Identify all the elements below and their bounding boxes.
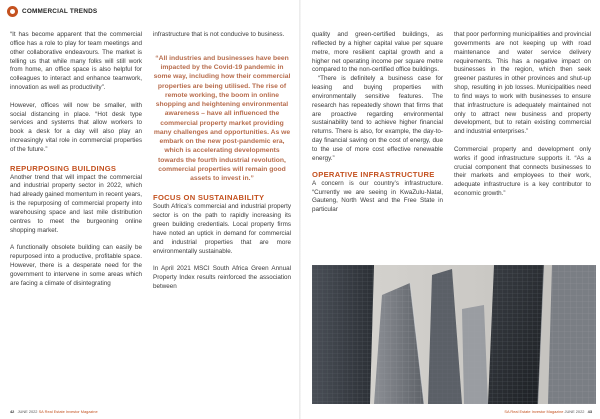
section-tag: [7, 6, 97, 17]
column-1: [10, 31, 142, 288]
paragraph: South Africa’s commercial and industrial property sector is on the path to rapidly increasing its green building credentials. Local property firms have noted an uptick in demand for commercial and industrial properties that are more environmentally sustainable.: [153, 203, 291, 255]
paragraph: Commercial property and development only works if good infrastructure supports it. “As a crucial component that connects businesses to their markets and employees to their work, adequate infrastructure is a key contributor to economic growth.”: [454, 145, 591, 198]
publication-name: SA Real Estate Investor Magazine: [504, 409, 564, 414]
column-3: [312, 31, 443, 215]
section-heading: FOCUS ON SUSTAINABILITY: [153, 193, 265, 203]
footer-right: [504, 409, 592, 414]
circle-bullet-icon: [7, 6, 18, 17]
section-heading: OPERATIVE INFRASTRUCTURE: [312, 169, 435, 179]
skyscrapers-illustration: [312, 265, 596, 404]
footer-left: [10, 409, 98, 414]
issue-date: JUNE 2022: [564, 409, 585, 414]
column-2: [153, 31, 291, 292]
page-number: 43: [587, 409, 592, 414]
paragraph: quality and green-certified buildings, as reflected by a higher capital value per square metre, more resilient capital growth and a higher net operating income per square metre compared to the non-certified office buildings.: [312, 31, 443, 74]
section-heading: REPURPOSING BUILDINGS: [10, 163, 117, 173]
page-number: 42: [10, 409, 15, 414]
paragraph: A concern is our country’s infrastructure. “Currently we are seeing in KwaZulu-Natal, Gauteng, North West and the Free State in particular: [312, 179, 443, 214]
paragraph: A functionally obsolete building can easily be repurposed into a productive, profitable space. However, there is a desperate need for the government to intervene in some areas which are facing a climate of disintegrating: [10, 244, 142, 287]
skyscraper-photo: [312, 265, 596, 404]
paragraph: “There is definitely a business case for leasing and buying properties with environmentally sensitive features. The research has repeatedly shown that firms that are proactive regarding environmental sustainability tend to achieve higher financial returns. There is also, for example, the day-to-day financial saving on the cost of energy, due to the use of more cost effective renewable energy.”: [312, 75, 443, 162]
publication-name: SA Real Estate Investor Magazine: [38, 409, 98, 414]
paragraph: infrastructure that is not conducive to business.: [153, 31, 285, 38]
paragraph: However, offices will now be smaller, with social distancing in place. “Hot desk type services and systems that allow workers to book a desk for a day will also play an increasingly vital role in commercial properties of the future.”: [10, 101, 142, 153]
column-4: [454, 31, 591, 199]
paragraph: “It has become apparent that the commercial office has a role to play for team meetings and other collaborative endeavours. The market is telling us that while many folks will still work from home, an office space is also helpful for colleagues to interact and enhance teamwork, innovation as well as productivity”.: [10, 31, 142, 92]
paragraph: In April 2021 MSCI South Africa Green Annual Property Index results reinforced the association between: [153, 265, 291, 290]
section-label: COMMERCIAL TRENDS: [22, 8, 98, 15]
issue-date: JUNE 2022: [17, 409, 38, 414]
page-gutter: [299, 0, 301, 419]
paragraph: that poor performing municipalities and provincial governments are not keeping up with road maintenance and water service delivery requirements. This has a negative impact on businesses in the region, which then seek greener pastures in other provinces and shut-up shop, resulting in job losses. Municipalities need to find ways to work with businesses to ensure that infrastructure is adequately maintained not only to attract new business and property development, but to retain existing commercial and industrial enterprises.”: [454, 31, 591, 136]
pull-quote: “All industries and businesses have been impacted by the Covid-19 pandemic in some way, including how their commercial properties are being utilised. The rise of remote working, the boom in online shopping and heightening environmental awareness – have all influenced the commercial property market providing many challenges and opportunities. As we embark on the new post-pandemic era, which is accelerating developments towards the fourth industrial revolution, commercial properties will remain good assets to invest in.”: [153, 54, 291, 183]
paragraph: Another trend that will impact the commercial and industrial property sector in 2022, which had already gained momentum in recent years, is the repurposing of commercial property into warehousing space and last mile distribution centres to meet the burgeoning online shopping market.: [10, 173, 142, 234]
